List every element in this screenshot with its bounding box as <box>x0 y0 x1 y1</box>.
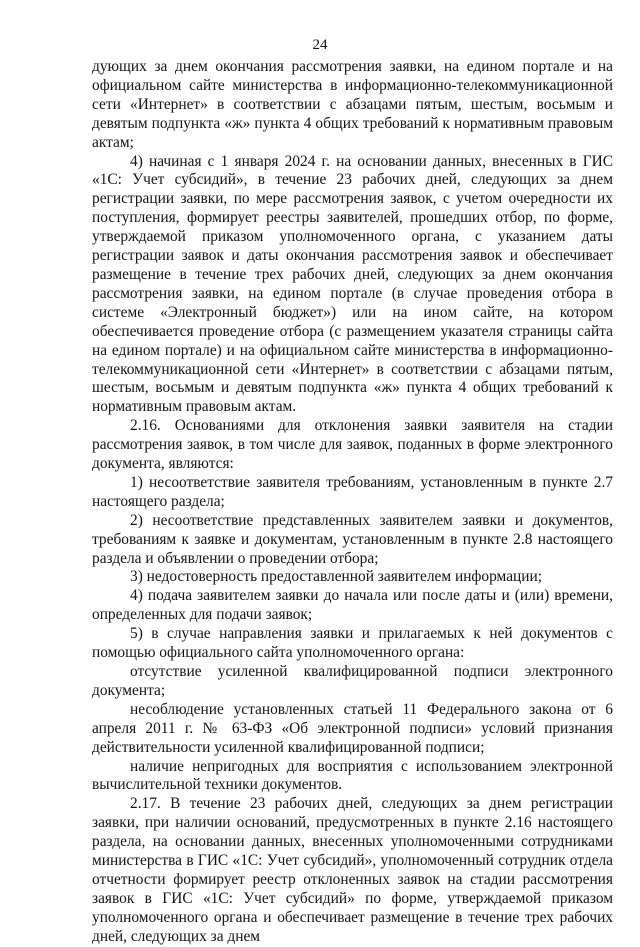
paragraph-ground-5: 5) в случае направления заявки и прилагаемых к ней документов с помощью официального сайта уполномоченного органа: <box>92 625 613 662</box>
paragraph-ground-5-a: отсутствие усиленной квалифицированной подписи электронного документа; <box>92 663 613 699</box>
paragraph-ground-2: 2) несоответствие представленных заявителем заявки и документов, требованиям к заявке и документам, установленным в пункте 2.8 настоящего раздела и объявлении о проведении отбора; <box>92 511 613 567</box>
paragraph-item-4: 4) начиная с 1 января 2024 г. на основании данных, внесенных в ГИС «1С: Учет субсидий», в течение 23 рабочих дней, следующих за днем регистрации заявки, по мере рассмотрения заявок, с учетом очередности их поступления, формирует реестры заявителей, прошедших отбор, по форме, утверждаемой приказом уполномоченного органа, с указанием даты регистрации заявок и даты окончания рассмотрения заявок и обеспечивает размещение в течение трех рабочих дней, следующих за днем окончания рассмотрения заявки, на едином портале (в случае проведения отбора в системе «Электронный бюджет») или на ином сайте, на котором обеспечивается проведение отбора (с размещением указателя страницы сайта на едином портале) и на официальном сайте министерства в информационно-телекоммуникационной сети «Интернет» в соответствии с абзацами пятым, шестым, восьмым и девятым подпункта «ж» пункта 4 общих требований к нормативным правовым актам. <box>92 152 613 416</box>
page-number: 24 <box>312 37 328 53</box>
paragraph-ground-5-b: несоблюдение установленных статьей 11 Федерального закона от 6 апреля 2011 г. № 63-ФЗ «Об электронной подписи» условий признания действительности усиленной квалифицированной подписи; <box>92 700 613 756</box>
paragraph-2-17: 2.17. В течение 23 рабочих дней, следующих за днем регистрации заявки, при наличии оснований, предусмотренных в пункте 2.16 настоящего раздела, на основании данных, внесенных уполномоченными сотрудниками министерства в ГИС «1С: Учет субсидий», уполномоченный сотрудник отдела отчетности формирует реестр отклоненных заявок на стадии рассмотрения заявок в ГИС «1С: Учет субсидий» по форме, утверждаемой приказом уполномоченного органа и обеспечивает размещение в течение трех рабочих дней, следующих за днем <box>92 795 613 945</box>
paragraph-continuation: дующих за днем окончания рассмотрения заявки, на едином портале и на официальном сайте министерства в информационно-телекоммуникационной сети «Интернет» в соответствии с абзацами пятым, шестым, восьмым и девятым подпункта «ж» пункта 4 общих требований к нормативным правовым актам; <box>92 58 613 151</box>
paragraph-ground-4: 4) подача заявителем заявки до начала или после даты и (или) времени, определенных для подачи заявок; <box>92 587 613 624</box>
paragraph-ground-3: 3) недостоверность предоставленной заявителем информации; <box>130 568 543 586</box>
page-body <box>92 58 613 947</box>
paragraph-2-16: 2.16. Основаниями для отклонения заявки заявителя на стадии рассмотрения заявок, в том числе для заявок, поданных в форме электронного документа, являются: <box>92 417 613 473</box>
paragraph-ground-1: 1) несоответствие заявителя требованиям, установленным в пункте 2.7 настоящего раздела; <box>92 473 613 510</box>
paragraph-ground-5-c: наличие непригодных для восприятия с использованием электронной вычислительной техники документов. <box>92 757 613 794</box>
